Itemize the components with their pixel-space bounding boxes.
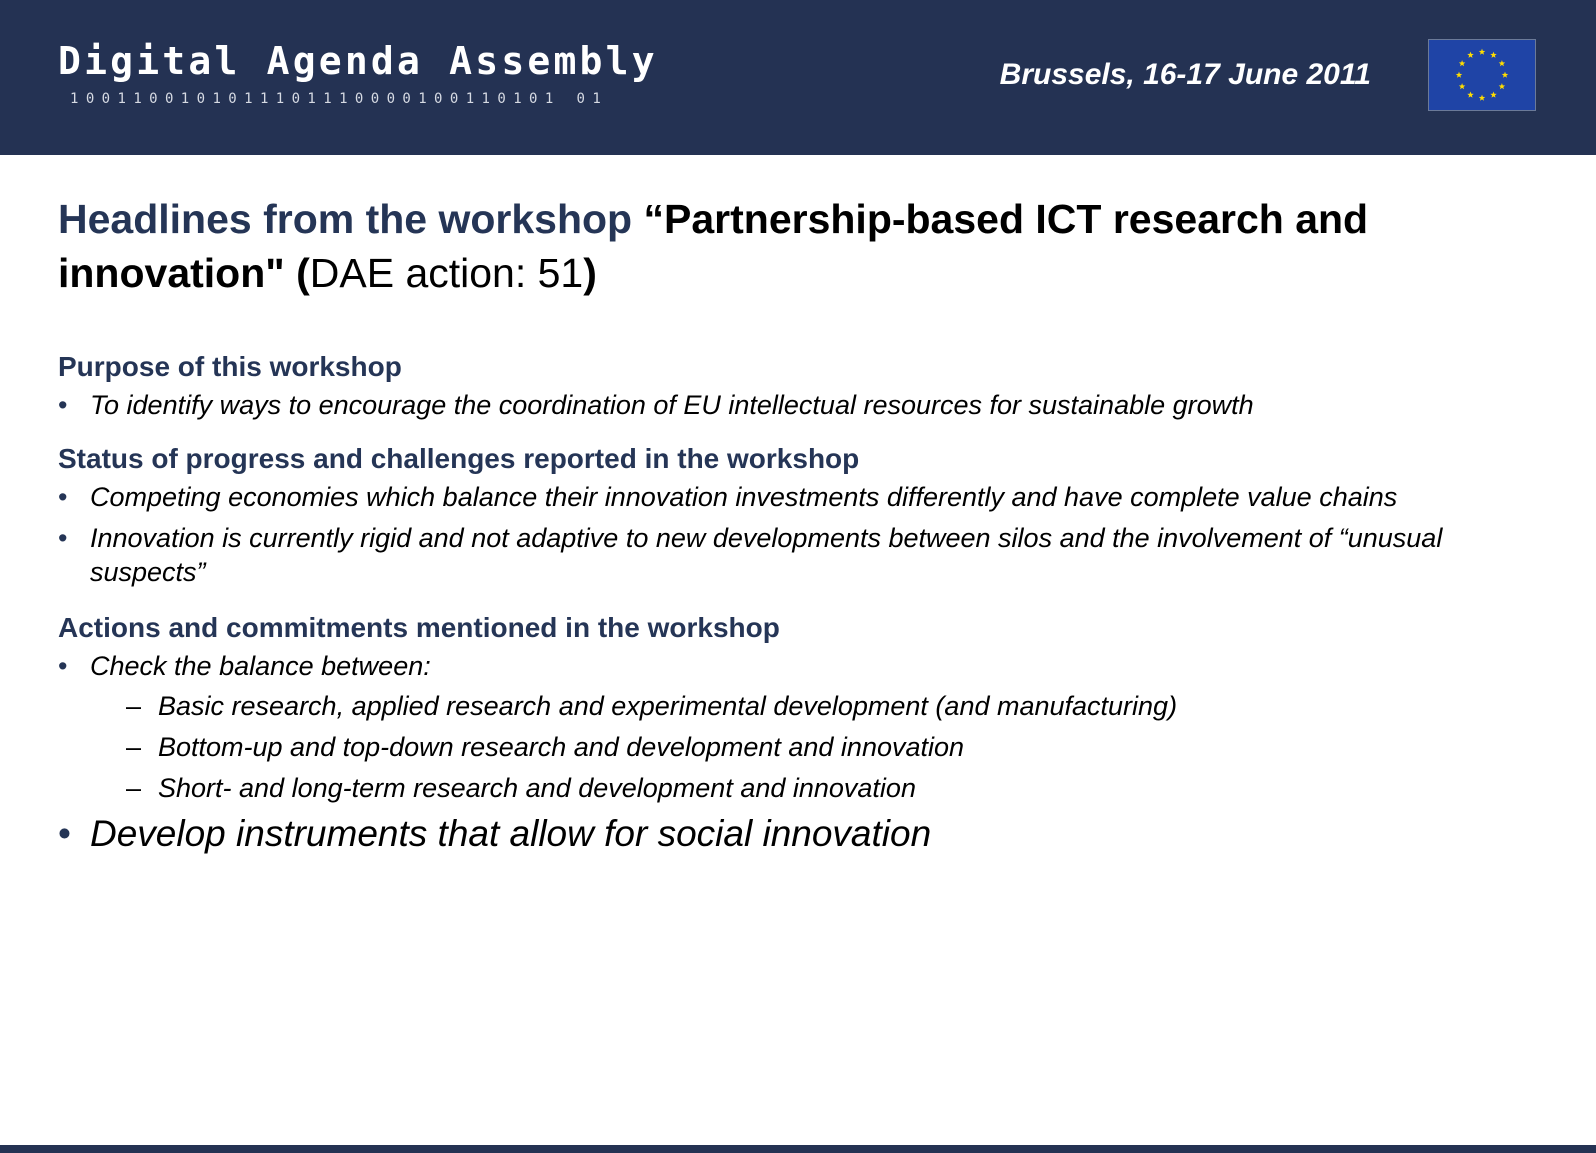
bullet-item: • Competing economies which balance their innovation investments differently and have complete value chains [58, 480, 1548, 514]
slide-headline [58, 192, 1538, 300]
event-location-date: Brussels, 16-17 June 2011 [999, 58, 1371, 91]
eu-flag-stars [1429, 40, 1535, 110]
bullet-item-large: • Develop instruments that allow for social innovation [58, 812, 1548, 856]
bullet-item: • To identify ways to encourage the coordination of EU intellectual resources for sustainable growth [58, 388, 1548, 422]
headline-dae-action: DAE action: 51 [309, 250, 584, 296]
eu-flag-icon [1428, 39, 1536, 111]
brand-binary-strip: 1001100101011101110000100110101 01 [70, 91, 609, 107]
sub-bullet-item: – Short- and long-term research and development and innovation [126, 771, 1548, 805]
brand-title: Digital Agenda Assembly [58, 39, 658, 83]
sub-bullet-item: – Basic research, applied research and experimental development (and manufacturing) [126, 689, 1548, 723]
headline-ref-close: ) [583, 250, 597, 296]
sub-bullet-list [126, 689, 1548, 805]
status-list [58, 480, 1548, 589]
header-banner [0, 0, 1596, 155]
section-heading-status: Status of progress and challenges reported in the workshop [58, 443, 860, 474]
purpose-list [58, 388, 1548, 422]
headline-ref-open: ( [284, 250, 310, 296]
footer-rule [0, 1145, 1596, 1153]
slide-body [58, 350, 1548, 863]
headline-lead: Headlines from the workshop [58, 196, 633, 242]
headline-workshop-name: “Partnership-based ICT research and innovation" [58, 196, 1369, 296]
bullet-item-text: Check the balance between: [90, 651, 431, 681]
bullet-item: • Innovation is currently rigid and not adaptive to new developments between silos and the involvement of “unusual suspects” [58, 521, 1548, 589]
bullet-item-with-subitems [58, 649, 1548, 805]
section-heading-actions: Actions and commitments mentioned in the workshop [58, 612, 780, 643]
section-heading-purpose: Purpose of this workshop [58, 351, 402, 382]
actions-list [58, 649, 1548, 856]
sub-bullet-item: – Bottom-up and top-down research and development and innovation [126, 730, 1548, 764]
